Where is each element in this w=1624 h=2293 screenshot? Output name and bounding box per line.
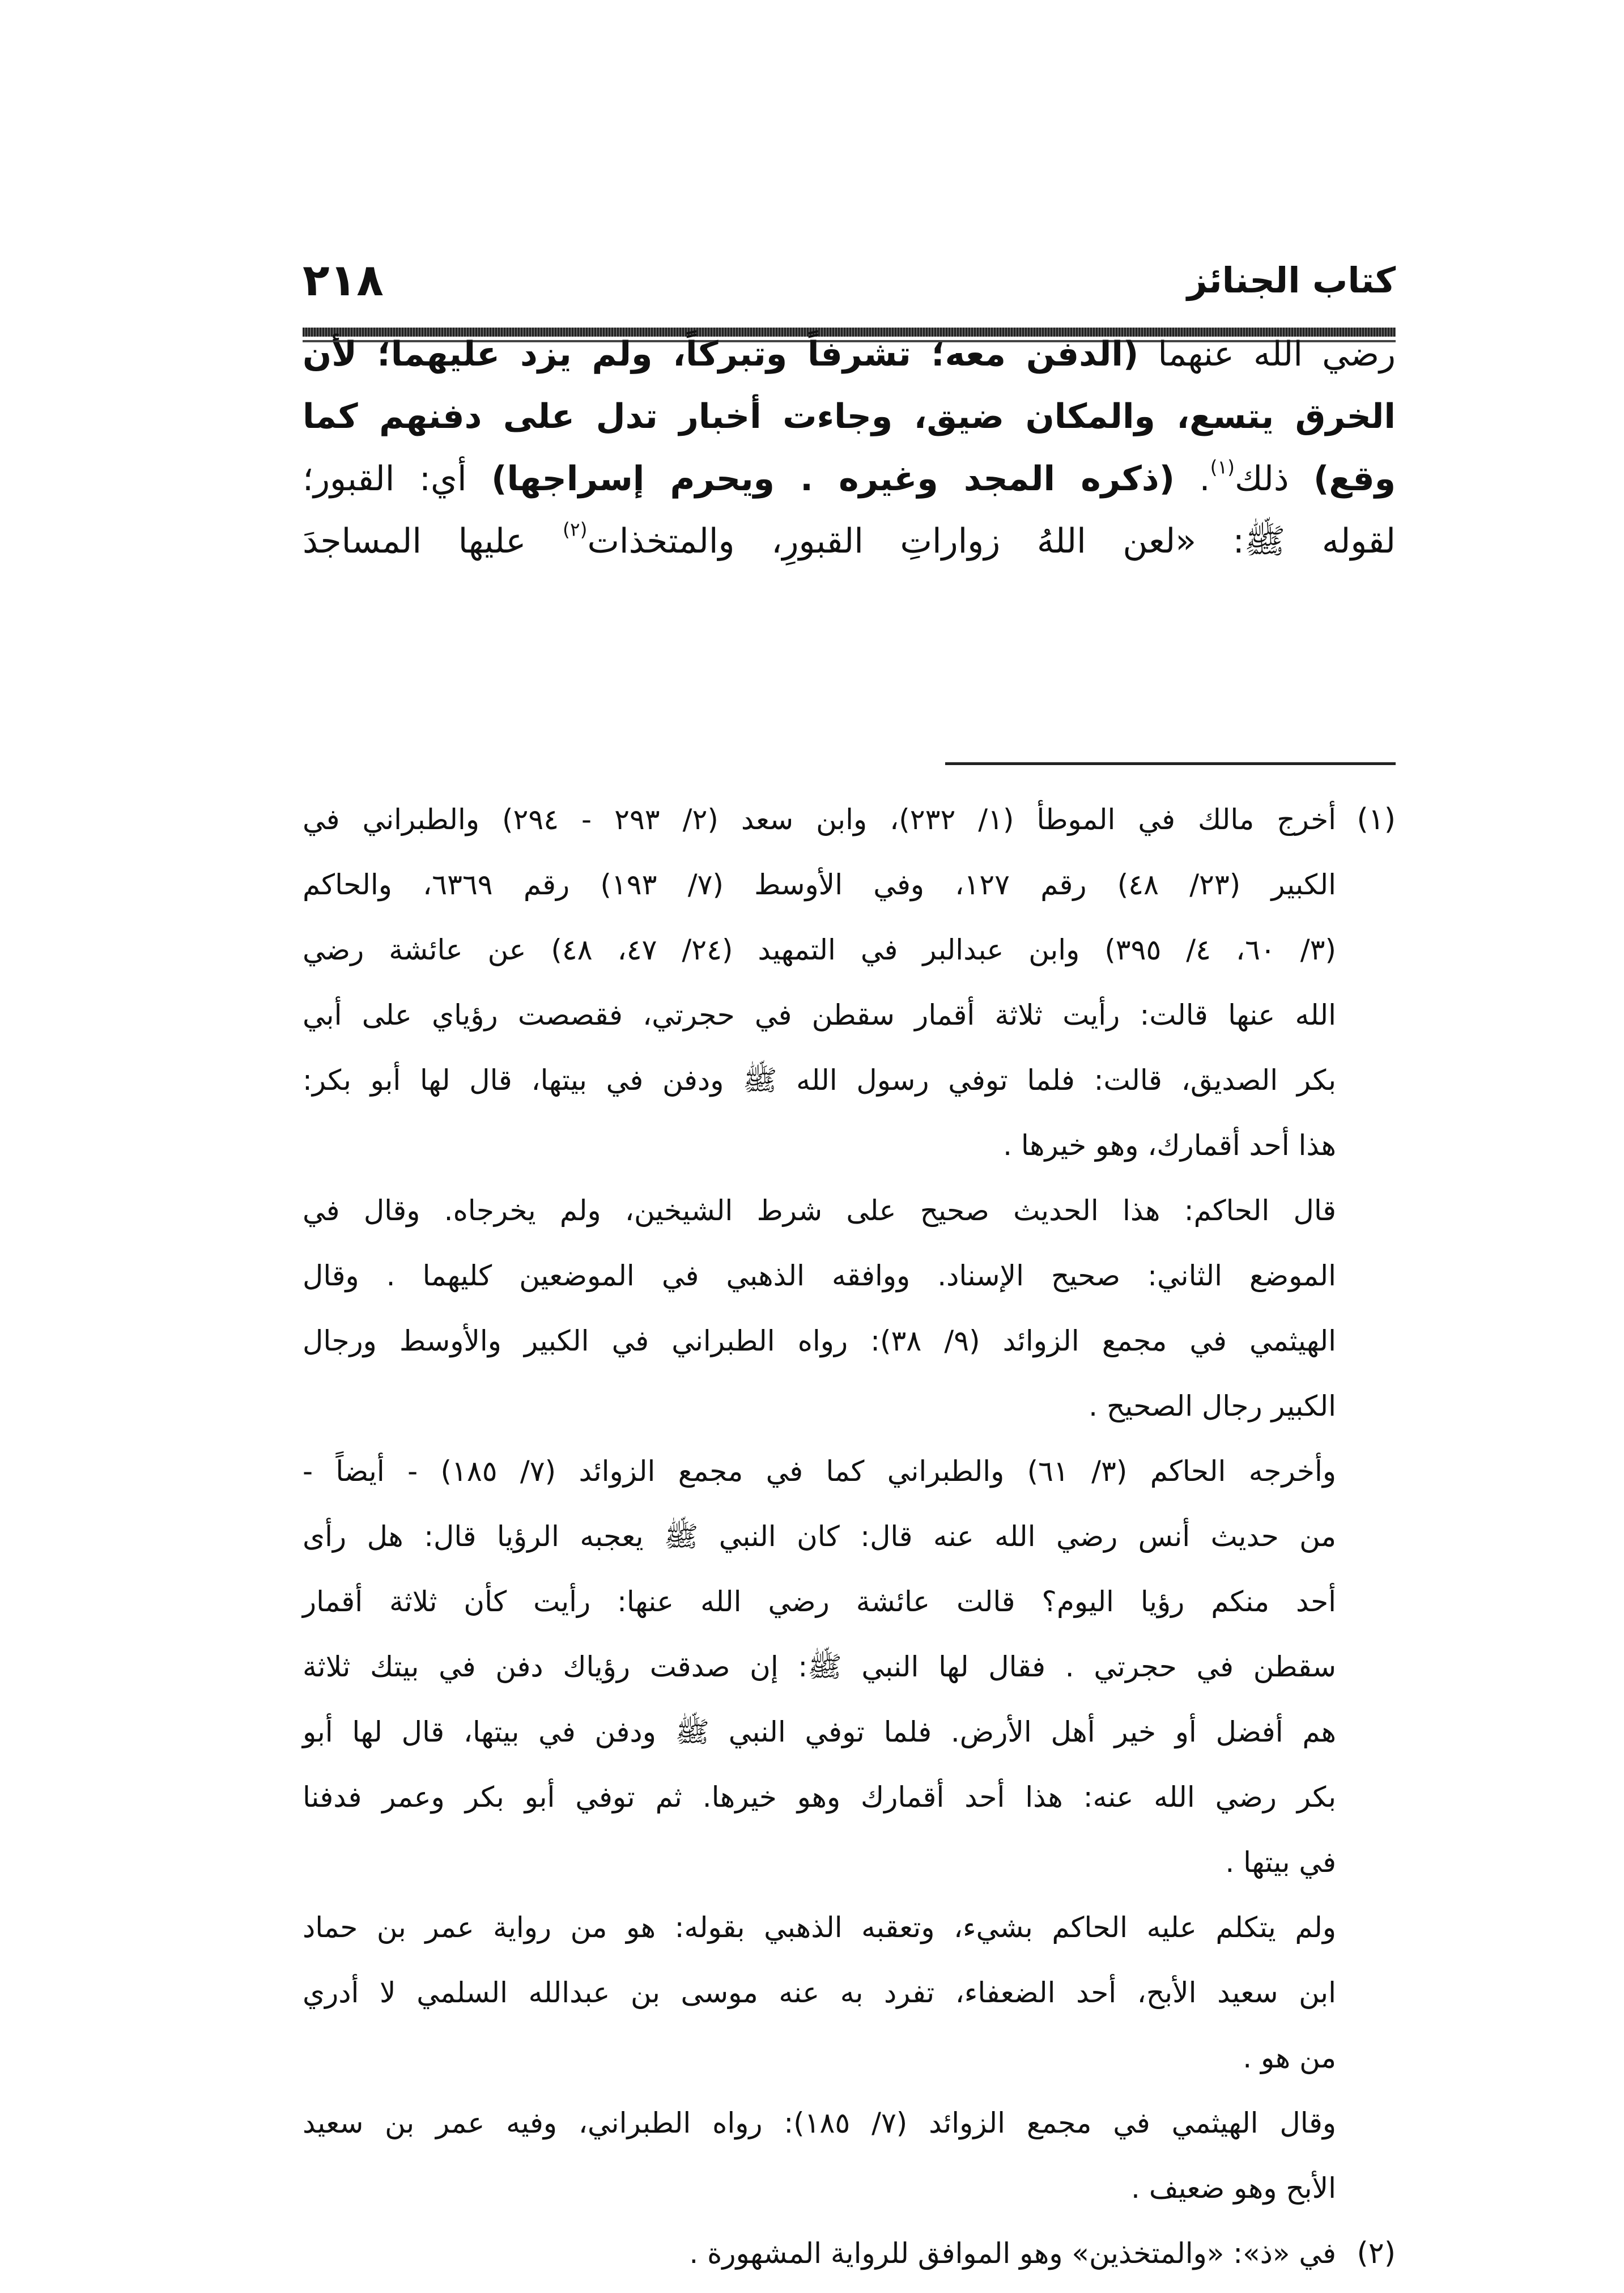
footnote-body (303, 787, 1336, 2221)
main-text-line (303, 323, 1396, 385)
footnote-line: أخرج مالك في الموطأ (١/ ٢٣٢)، وابن سعد (٢/ ٢٩٣ - ٢٩٤) والطبراني في (303, 803, 1336, 836)
main-text (303, 323, 1396, 572)
matn-text: (ذكره المجد وغيره . ويحرم إسراجها) (491, 459, 1175, 499)
footnote-line: بكر رضي الله عنه: هذا أحد أقمارك وهو خيرها. ثم توفي أبو بكر وعمر فدفنا (303, 1781, 1336, 1814)
footnote (303, 2221, 1396, 2286)
footnote-line: ولم يتكلم عليه الحاكم بشيء، وتعقبه الذهبي بقوله: هو من رواية عمر بن حماد (303, 1911, 1336, 1944)
footnote-number: (١) (1357, 802, 1396, 836)
main-text-line (303, 385, 1396, 448)
commentary-text: ذلك (1235, 459, 1313, 499)
commentary-text: . (1175, 459, 1210, 499)
footnote-body (303, 2221, 1336, 2286)
footnote-line: الموضع الثاني: صحيح الإسناد. ووافقه الذهبي في الموضعين كليهما . وقال (303, 1259, 1336, 1292)
page-number: ٢١٨ (303, 255, 384, 306)
footnote-line: سقطن في حجرتي . فقال لها النبي ﷺ: إن صدقت رؤياك دفن في بيتك ثلاثة (303, 1650, 1336, 1683)
matn-text: (الدفن معه؛ تشرفاً وتبركاً، ولم يزد عليهما؛ لأن (303, 334, 1139, 374)
commentary-text: لقوله ﷺ: «لعن اللهُ زواراتِ القبورِ، والمتخذات (587, 521, 1396, 561)
footnote-line: الهيثمي في مجمع الزوائد (٩/ ٣٨): رواه الطبراني في الكبير والأوسط ورجال (303, 1324, 1336, 1357)
footnote-line: أحد منكم رؤيا اليوم؟ قالت عائشة رضي الله عنها: رأيت كأن ثلاثة أقمار (303, 1585, 1336, 1618)
main-text-line (303, 510, 1396, 572)
footnote-line: وقال الهيثمي في مجمع الزوائد (٧/ ١٨٥): رواه الطبراني، وفيه عمر بن سعيد (303, 2107, 1336, 2139)
footnote-line: من حديث أنس رضي الله عنه قال: كان النبي ﷺ يعجبه الرؤيا قال: هل رأى (303, 1520, 1336, 1553)
footnote-line: الكبير رجال الصحيح . (1089, 1390, 1336, 1422)
footnote-line: (٣/ ٦٠، ٤/ ٣٩٥) وابن عبدالبر في التمهيد (٢٤/ ٤٧، ٤٨) عن عائشة رضي (303, 933, 1336, 966)
footnote-line: الله عنها قالت: رأيت ثلاثة أقمار سقطن في حجرتي، فقصصت رؤياي على أبي (303, 999, 1336, 1031)
footnote-line: الأبح وهو ضعيف . (1131, 2172, 1336, 2205)
footnote-line: بكر الصديق، قالت: فلما توفي رسول الله ﷺ ودفن في بيتها، قال لها أبو بكر: (303, 1064, 1336, 1097)
footnote-line: وأخرجه الحاكم (٣/ ٦١) والطبراني كما في مجمع الزوائد (٧/ ١٨٥) - أيضاً - (303, 1455, 1336, 1488)
commentary-text: أي: القبور؛ (303, 459, 492, 499)
footnote-line: في بيتها . (1225, 1846, 1336, 1879)
footnote-line: هذا أحد أقمارك، وهو خيرها . (1003, 1129, 1336, 1162)
footnote (303, 787, 1396, 2221)
commentary-text: عليها المساجدَ (303, 521, 563, 561)
footnote-line: الكبير (٢٣/ ٤٨) رقم ١٢٧، وفي الأوسط (٧/ ١٩٣) رقم ٦٣٦٩، والحاكم (303, 868, 1336, 901)
footnote-line: من هو . (1243, 2041, 1336, 2074)
page-header (303, 249, 1396, 312)
matn-text: وقع) (1313, 459, 1396, 499)
running-title: كتاب الجنائز (1187, 260, 1396, 301)
commentary-text: رضي الله عنهما (1138, 334, 1396, 374)
matn-text: الخرق يتسع، والمكان ضيق، وجاءت أخبار تدل على دفنهم كما (303, 397, 1396, 436)
footnote-ref[interactable]: (٢) (562, 518, 588, 541)
footnote-line: ابن سعيد الأبح، أحد الضعفاء، تفرد به عنه موسى بن عبدالله السلمي لا أدري (303, 1976, 1336, 2009)
footnote-line: قال الحاكم: هذا الحديث صحيح على شرط الشيخين، ولم يخرجاه. وقال في (303, 1194, 1336, 1227)
footnote-line: هم أفضل أو خير أهل الأرض. فلما توفي النبي ﷺ ودفن في بيتها، قال لها أبو (303, 1715, 1336, 1748)
footnotes (303, 787, 1396, 2286)
footnote-number: (٢) (1357, 2236, 1396, 2270)
footnote-line: في «ذ»: «والمتخذين» وهو الموافق للرواية المشهورة . (689, 2237, 1336, 2270)
footnote-ref[interactable]: (١) (1210, 456, 1235, 478)
footnote-separator (945, 762, 1396, 765)
main-text-line (303, 448, 1396, 510)
